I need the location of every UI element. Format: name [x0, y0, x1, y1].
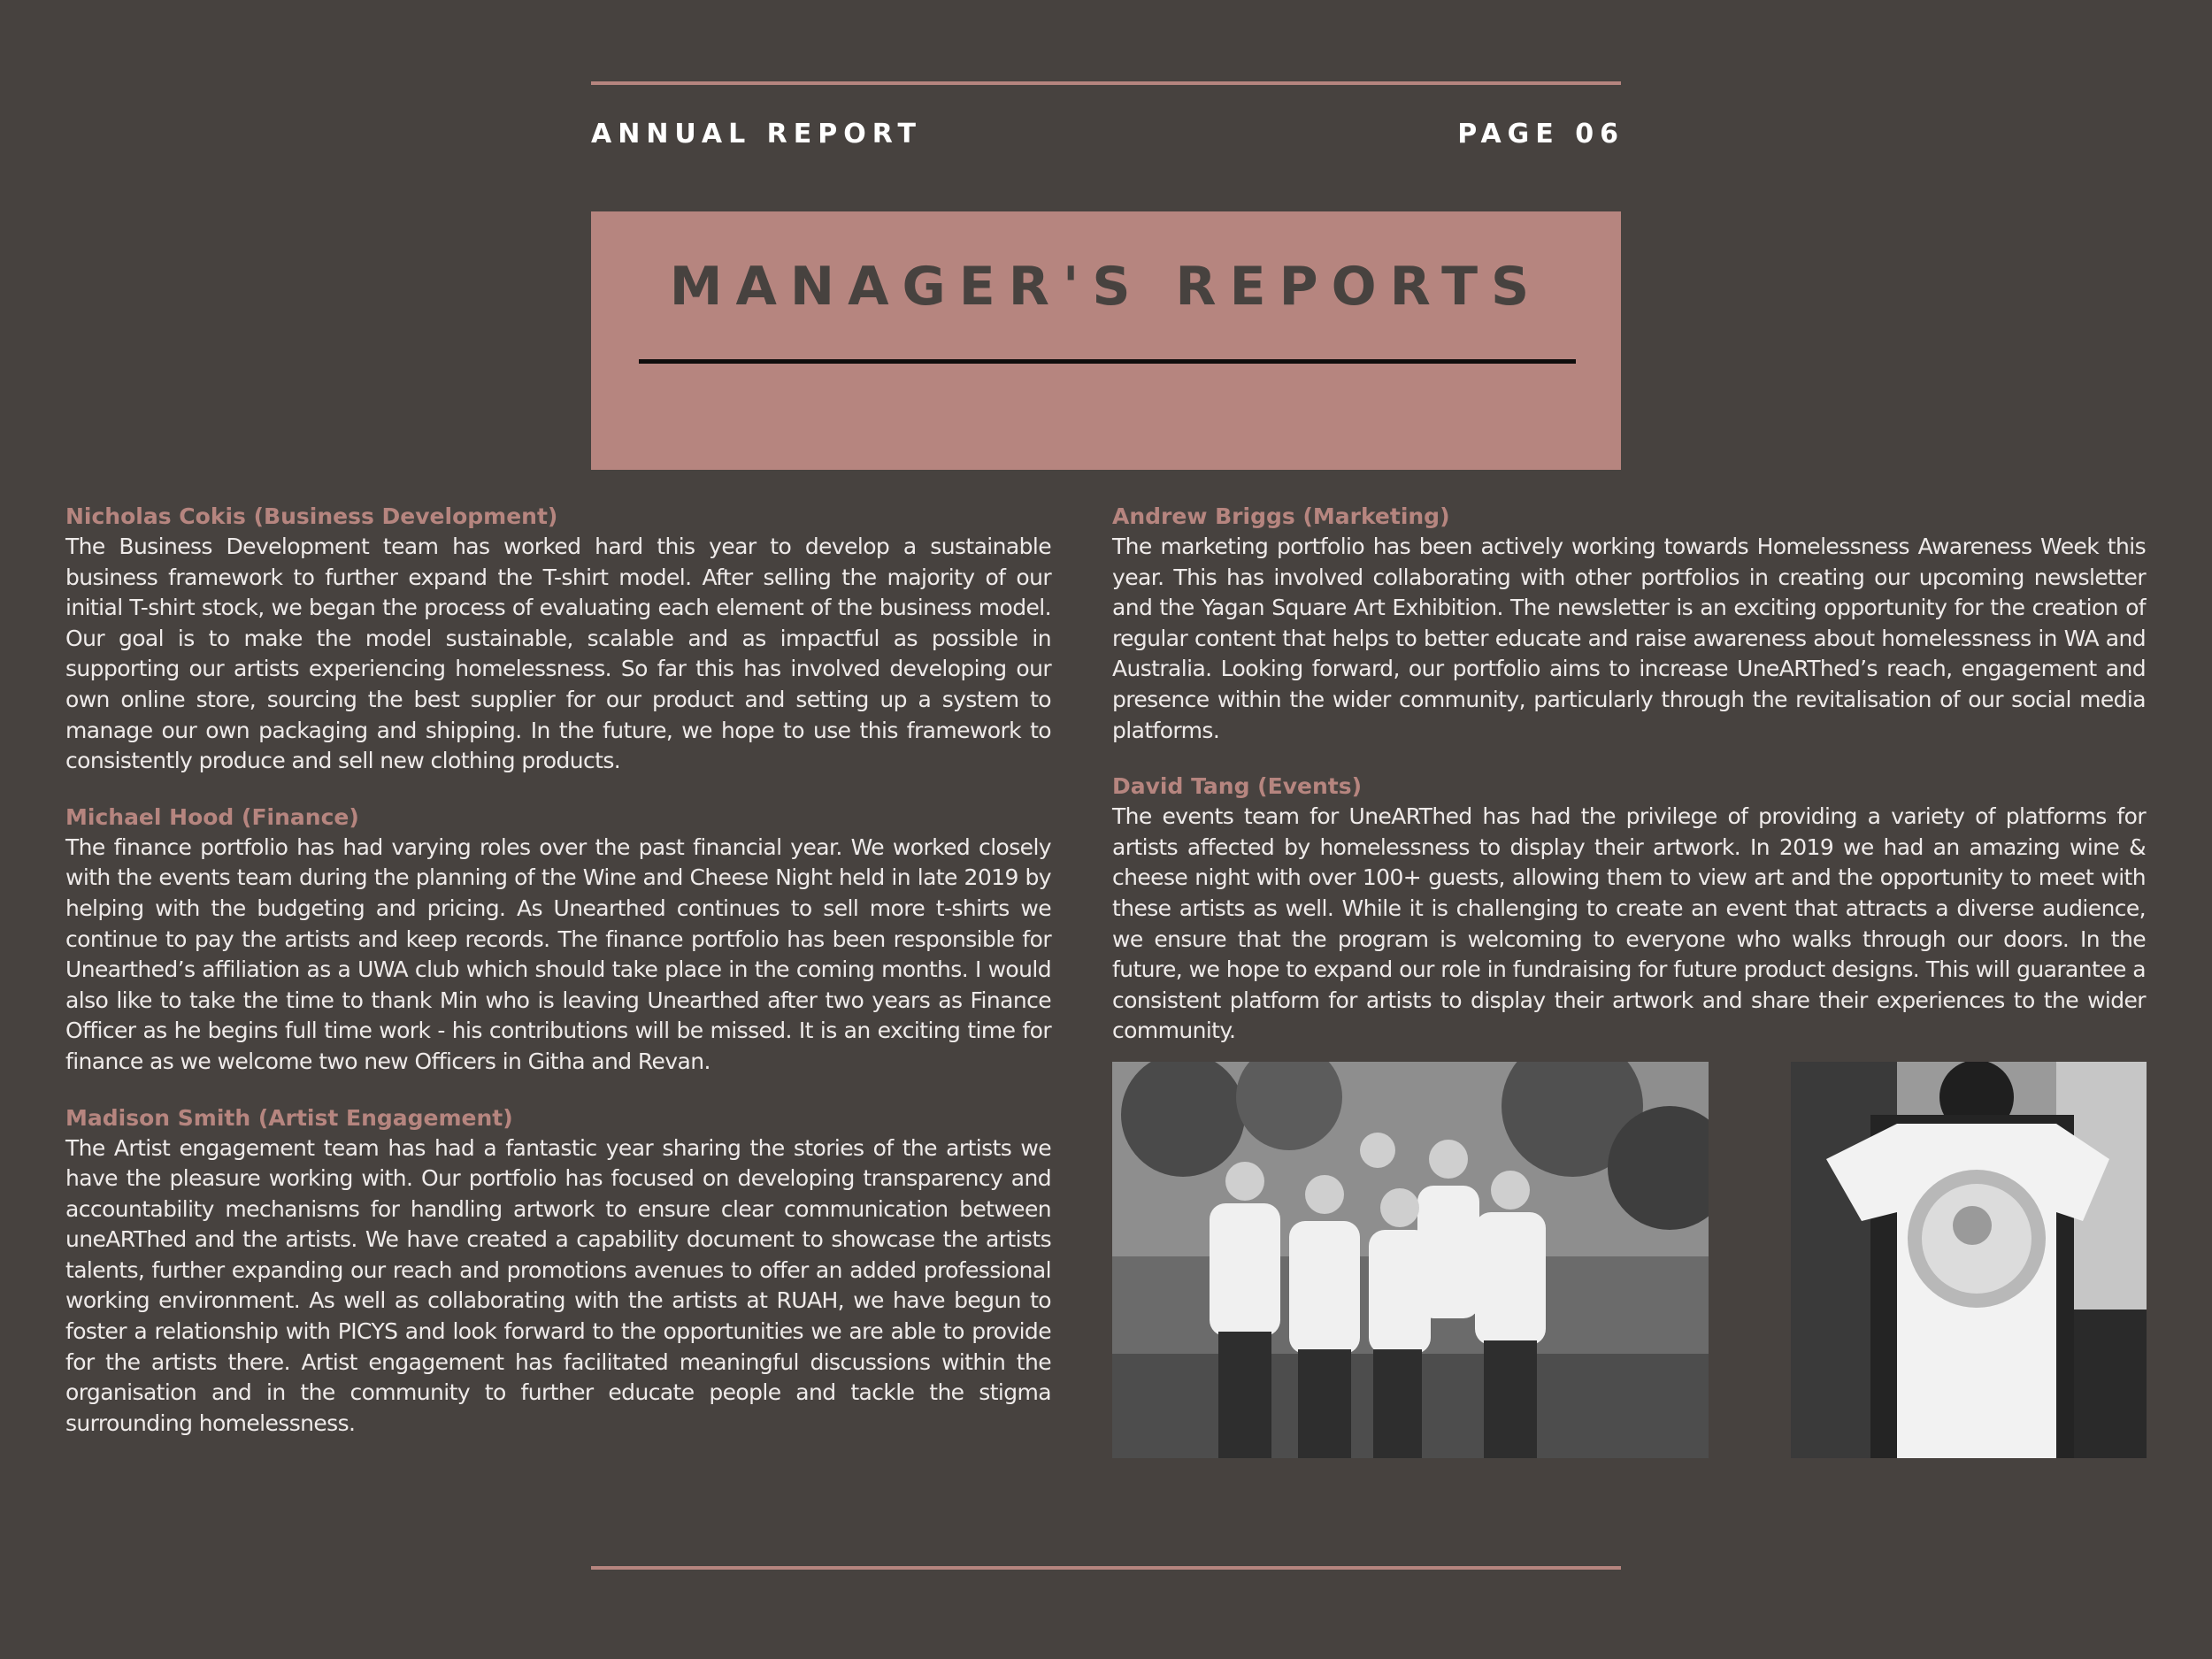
section-heading: David Tang (Events) [1112, 773, 1362, 800]
section-body: The events team for UneARThed has had the privilege of providing a variety of platforms for artists affected by homelessness to display their artwork. In 2019 we had an amazing wine & cheese night with over 100+ guests, allowing them to view art and the opportunity to meet with these artists as well. While it is challenging to create an event that attracts a diverse audience, we ensure that the program is welcoming to everyone who walks through our doors. In the future, we hope to expand our role in fundraising for future product designs. This will guarantee a consistent platform for artists to display their artwork and share their experiences to the wider community. [1112, 803, 2146, 1044]
title-banner [591, 211, 1621, 470]
report-label: ANNUAL REPORT [591, 119, 922, 150]
page-number: PAGE 06 [1457, 119, 1624, 150]
section-body: The Artist engagement team has had a fantastic year sharing the stories of the artists we have the pleasure working with. Our portfolio has focused on developing transparency and accountability mechanisms for handling artwork to ensure clear communication between uneARThed and the artists. We have created a capability document to showcase the artists talents, further expanding our reach and promotions avenues to offer an added professional working environment. As well as collaborating with the artists at RUAH, we have begun to foster a relationship with PICYS and look forward to the opportunities we are able to provide for the artists there. Artist engagement has facilitated meaningful discussions within the organisation and in the community to further educate people and tackle the stigma surrounding homelessness. [65, 1134, 1051, 1436]
top-divider [591, 81, 1621, 85]
report-section [65, 802, 1051, 1078]
page-title: MANAGER'S REPORTS [669, 256, 1543, 318]
team-photo [1112, 1062, 1709, 1458]
right-column [1112, 501, 2146, 1071]
report-section [1112, 771, 2146, 1047]
section-body: The marketing portfolio has been actively working towards Homelessness Awareness Week this year. This has involved collaborating with other portfolios in creating our upcoming newsletter and the Yagan Square Art Exhibition. The newsletter is an exciting opportunity for the creation of regular content that helps to better educate and raise awareness about homelessness in WA and Australia. Looking forward, our portfolio aims to increase UneARThed’s reach, engagement and presence within the wider community, particularly through the revitalisation of our social media platforms. [1112, 534, 2146, 743]
left-column [65, 501, 1051, 1463]
section-body: The Business Development team has worked hard this year to develop a sustainable business framework to further expand the T-shirt model. After selling the majority of our initial T-shirt stock, we began the process of evaluating each element of the business model. Our goal is to make the model sustainable, scalable and as impactful as possible in supporting our artists experiencing homelessness. So far this has involved developing our own online store, sourcing the best supplier for our product and setting up a system to manage our own packaging and shipping. In the future, we hope to use this framework to consistently produce and sell new clothing products. [65, 534, 1051, 774]
section-heading: Nicholas Cokis (Business Development) [65, 503, 558, 529]
section-heading: Madison Smith (Artist Engagement) [65, 1104, 513, 1131]
report-section [1112, 501, 2146, 746]
section-heading: Andrew Briggs (Marketing) [1112, 503, 1450, 529]
report-section [65, 501, 1051, 777]
section-body: The finance portfolio has had varying roles over the past financial year. We worked closely with the events team during the planning of the Wine and Cheese Night held in late 2019 by helping with the budgeting and pricing. As Unearthed continues to sell more t-shirts we continue to pay the artists and keep records. The finance portfolio has been responsible for Unearthed’s affiliation as a UWA club which should take place in the coming months. I would also like to take the time to thank Min who is leaving Unearthed after two years as Finance Officer as he begins full time work - his contributions will be missed. It is an exciting time for finance as we welcome two new Officers in Githa and Revan. [65, 833, 1051, 1074]
title-underline [639, 359, 1576, 364]
tshirt-photo [1791, 1062, 2147, 1458]
section-heading: Michael Hood (Finance) [65, 803, 359, 830]
report-section [65, 1102, 1051, 1440]
bottom-divider [591, 1566, 1621, 1570]
